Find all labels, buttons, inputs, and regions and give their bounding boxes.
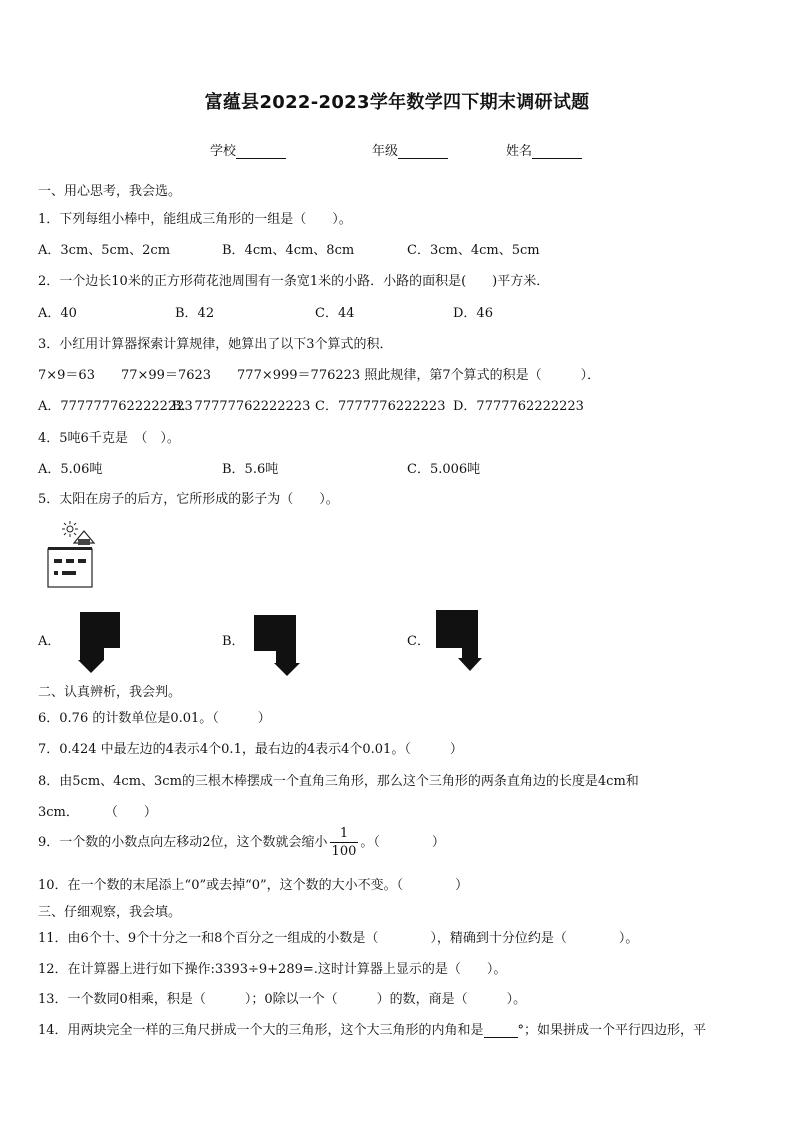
grade-field[interactable] <box>372 140 448 159</box>
q3-option-c[interactable]: C．7777776222223 <box>315 399 446 414</box>
school-label: 学校 <box>210 144 237 159</box>
school-field[interactable] <box>210 140 286 159</box>
q4-option-b[interactable]: B．5.6吨 <box>222 462 279 477</box>
q14-tail: °；如果拼成一个平行四边形，平 <box>517 1023 707 1038</box>
q9-text: 9．一个数的小数点向左移动2位，这个数就会缩小 <box>38 835 328 850</box>
question-12: 12．在计算器上进行如下操作:3393÷9+289=.这时计算器上显示的是（ ）。 <box>38 962 507 977</box>
page-title: 富蕴县2022-2023学年数学四下期末调研试题 <box>204 92 590 113</box>
q5-option-a[interactable]: A． <box>38 634 61 649</box>
sun-icon <box>62 521 78 537</box>
question-14 <box>38 1019 706 1038</box>
q14-text: 14．用两块完全一样的三角尺拼成一个大的三角形，这个大三角形的内角和是 <box>38 1023 484 1038</box>
question-10: 10．在一个数的末尾添上“0”或去掉“0”，这个数的大小不变。（ ） <box>38 878 469 893</box>
q3-option-a[interactable]: A．7777777622222223 <box>38 399 193 414</box>
grade-blank[interactable] <box>398 144 448 159</box>
name-label: 姓名 <box>506 144 533 159</box>
shadow-option-b-icon[interactable] <box>252 614 302 678</box>
question-1: 1．下列每组小棒中，能组成三角形的一组是（ ）。 <box>38 212 352 227</box>
q3-option-d[interactable]: D．7777762222223 <box>453 399 584 414</box>
q5-option-b[interactable]: B． <box>222 634 245 649</box>
question-11: 11．由6个十、9个十分之一和8个百分之一组成的小数是（ ），精确到十分位约是（ ）。 <box>38 931 639 946</box>
house-with-sun-illustration <box>44 519 100 589</box>
shadow-option-a-icon[interactable] <box>76 611 124 675</box>
q1-option-a[interactable]: A．3cm、5cm、2cm <box>38 243 171 258</box>
question-5: 5．太阳在房子的后方，它所形成的影子为（ ）。 <box>38 492 339 507</box>
q1-option-b[interactable]: B．4cm、4cm、8cm <box>222 243 355 258</box>
q9-tail: 。（ ） <box>360 835 445 850</box>
question-9 <box>38 827 445 858</box>
q3-option-b[interactable]: B．77777762222223 <box>172 399 311 414</box>
q2-option-d[interactable]: D．46 <box>453 306 493 321</box>
question-7: 7．0.424 中最左边的4表示4个0.1，最右边的4表示4个0.01。（ ） <box>38 742 463 757</box>
q9-fraction-numerator: 1 <box>339 826 349 841</box>
question-4: 4．5吨6千克是 （ ）。 <box>38 431 180 446</box>
q14-answer-blank[interactable] <box>484 1024 518 1038</box>
name-blank[interactable] <box>532 144 582 159</box>
house-icon <box>48 531 94 587</box>
q1-option-c[interactable]: C．3cm、4cm、5cm <box>407 243 540 258</box>
q9-fraction <box>330 827 359 858</box>
question-8: 8．由5cm、4cm、3cm的三根木棒摆成一个直角三角形，那么这个三角形的两条直角边的长度是4cm和 <box>38 774 639 789</box>
question-6: 6．0.76 的计数单位是0.01。（ ） <box>38 711 271 726</box>
question-3: 3．小红用计算器探索计算规律，她算出了以下3个算式的积． <box>38 337 393 352</box>
q4-option-a[interactable]: A．5.06吨 <box>38 462 103 477</box>
question-8-continued: 3cm． （ ） <box>38 805 157 820</box>
name-field[interactable] <box>506 140 582 159</box>
q3-formula: 7×9＝63 77×99＝7623 777×999＝776223 照此规律，第7个算式的积是（ ）． <box>38 368 601 383</box>
q9-fraction-denominator: 100 <box>331 844 357 859</box>
section-2-heading: 二、认真辨析，我会判。 <box>38 685 182 700</box>
q2-option-b[interactable]: B．42 <box>175 306 215 321</box>
question-2: 2．一个边长10米的正方形荷花池周围有一条宽1米的小路．小路的面积是( )平方米． <box>38 274 550 289</box>
q5-option-c[interactable]: C． <box>407 634 430 649</box>
q2-option-a[interactable]: A．40 <box>38 306 77 321</box>
school-blank[interactable] <box>236 144 286 159</box>
shadow-option-c-icon[interactable] <box>432 609 484 673</box>
section-3-heading: 三、仔细观察，我会填。 <box>38 905 182 920</box>
question-13: 13．一个数同0相乘，积是（ ）；0除以一个（ ）的数，商是（ ）。 <box>38 992 527 1007</box>
q2-option-c[interactable]: C．44 <box>315 306 355 321</box>
q4-option-c[interactable]: C．5.006吨 <box>407 462 481 477</box>
grade-label: 年级 <box>372 144 399 159</box>
section-1-heading: 一、用心思考，我会选。 <box>38 184 182 199</box>
